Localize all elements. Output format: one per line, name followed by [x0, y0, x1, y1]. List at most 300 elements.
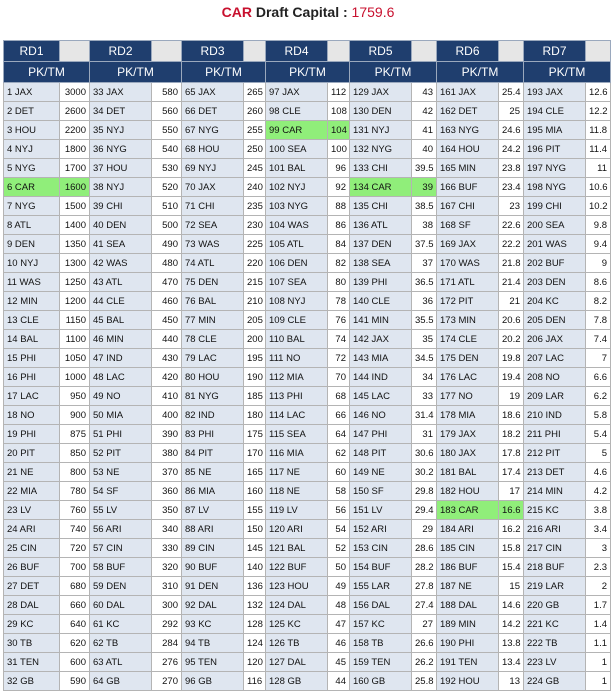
- table-row: [4, 216, 611, 235]
- value-cell: 19.8: [499, 349, 524, 368]
- pick-cell: 101 BAL: [266, 159, 328, 178]
- pick-cell: 184 ARI: [437, 520, 499, 539]
- value-cell: 190: [244, 368, 266, 387]
- value-cell: 560: [152, 102, 182, 121]
- value-cell: 200: [244, 330, 266, 349]
- pick-cell: 82 IND: [182, 406, 244, 425]
- value-cell: 31.4: [412, 406, 437, 425]
- pick-cell: 88 ARI: [182, 520, 244, 539]
- value-cell: 30.2: [412, 463, 437, 482]
- pick-cell: 81 NYG: [182, 387, 244, 406]
- table-row: [4, 330, 611, 349]
- value-cell: 19.4: [499, 368, 524, 387]
- pick-cell: 12 MIN: [4, 292, 60, 311]
- value-cell: 17: [499, 482, 524, 501]
- value-cell: 250: [244, 140, 266, 159]
- value-cell: 12.6: [586, 83, 611, 102]
- pick-cell: 182 HOU: [437, 482, 499, 501]
- value-cell: 215: [244, 273, 266, 292]
- table-row: [4, 235, 611, 254]
- value-cell: 108: [328, 102, 350, 121]
- value-cell: 34.5: [412, 349, 437, 368]
- value-cell: 170: [244, 444, 266, 463]
- value-cell: 760: [60, 501, 90, 520]
- pick-cell: 43 ATL: [90, 273, 152, 292]
- value-cell: 5.8: [586, 406, 611, 425]
- value-cell: 13.8: [499, 634, 524, 653]
- pick-cell: 26 BUF: [4, 558, 60, 577]
- pick-team-header: PK/TM: [266, 62, 350, 83]
- value-cell: 240: [244, 178, 266, 197]
- pick-cell: 160 GB: [350, 672, 412, 691]
- value-cell: 29.8: [412, 482, 437, 501]
- value-cell: 13: [499, 672, 524, 691]
- round-header: RD5: [350, 41, 412, 62]
- value-cell: 1250: [60, 273, 90, 292]
- pick-cell: 205 DEN: [524, 311, 586, 330]
- pick-cell: 158 TB: [350, 634, 412, 653]
- value-cell: 7.4: [586, 330, 611, 349]
- value-cell: 14.6: [499, 596, 524, 615]
- pick-cell: 209 LAR: [524, 387, 586, 406]
- pick-cell: 172 PIT: [437, 292, 499, 311]
- value-cell: 31: [412, 425, 437, 444]
- pick-cell: 164 HOU: [437, 140, 499, 159]
- table-row: [4, 425, 611, 444]
- pick-cell: 92 DAL: [182, 596, 244, 615]
- pick-cell: 126 TB: [266, 634, 328, 653]
- pick-cell: 56 ARI: [90, 520, 152, 539]
- value-cell: 330: [152, 539, 182, 558]
- value-cell: 60: [328, 463, 350, 482]
- value-cell: 210: [244, 292, 266, 311]
- pick-cell: 25 CIN: [4, 539, 60, 558]
- pick-cell: 114 LAC: [266, 406, 328, 425]
- pick-cell: 32 GB: [4, 672, 60, 691]
- value-cell: 22.6: [499, 216, 524, 235]
- pick-cell: 141 MIN: [350, 311, 412, 330]
- pick-cell: 89 CIN: [182, 539, 244, 558]
- pick-cell: 221 KC: [524, 615, 586, 634]
- value-cell: 185: [244, 387, 266, 406]
- pick-cell: 200 SEA: [524, 216, 586, 235]
- pick-cell: 49 NO: [90, 387, 152, 406]
- pick-cell: 156 DAL: [350, 596, 412, 615]
- pick-cell: 153 CIN: [350, 539, 412, 558]
- pick-cell: 176 LAC: [437, 368, 499, 387]
- value-cell: 580: [152, 83, 182, 102]
- value-cell: 360: [152, 482, 182, 501]
- value-cell: 550: [152, 121, 182, 140]
- pick-cell: 187 NE: [437, 577, 499, 596]
- value-cell: 58: [328, 482, 350, 501]
- value-cell: 160: [244, 482, 266, 501]
- pick-cell: 20 PIT: [4, 444, 60, 463]
- pick-cell: 29 KC: [4, 615, 60, 634]
- table-row: [4, 520, 611, 539]
- value-cell: 3.4: [586, 520, 611, 539]
- pick-cell: 30 TB: [4, 634, 60, 653]
- value-cell: 1000: [60, 368, 90, 387]
- pick-cell: 71 CHI: [182, 197, 244, 216]
- pick-cell: 41 SEA: [90, 235, 152, 254]
- pick-cell: 14 BAL: [4, 330, 60, 349]
- value-cell: 18.2: [499, 425, 524, 444]
- value-cell: 15: [499, 577, 524, 596]
- pick-cell: 76 BAL: [182, 292, 244, 311]
- pick-cell: 87 LV: [182, 501, 244, 520]
- table-row: [4, 387, 611, 406]
- value-cell: 62: [328, 444, 350, 463]
- pick-cell: 83 PHI: [182, 425, 244, 444]
- value-cell: 17.4: [499, 463, 524, 482]
- value-cell: 29.4: [412, 501, 437, 520]
- pick-cell: 186 BUF: [437, 558, 499, 577]
- value-cell: 284: [152, 634, 182, 653]
- value-cell: 36: [412, 292, 437, 311]
- value-cell: 12.2: [586, 102, 611, 121]
- value-cell: 850: [60, 444, 90, 463]
- table-row: [4, 254, 611, 273]
- pick-cell: 222 TB: [524, 634, 586, 653]
- value-cell: 21.4: [499, 273, 524, 292]
- pick-cell: 19 PHI: [4, 425, 60, 444]
- pick-cell: 68 HOU: [182, 140, 244, 159]
- value-cell: 800: [60, 463, 90, 482]
- value-cell: 21.8: [499, 254, 524, 273]
- value-cell: 66: [328, 406, 350, 425]
- value-cell: 165: [244, 463, 266, 482]
- pick-cell: 120 ARI: [266, 520, 328, 539]
- pick-cell: 51 PHI: [90, 425, 152, 444]
- value-cell: 320: [152, 558, 182, 577]
- pick-cell: 37 HOU: [90, 159, 152, 178]
- pick-cell: 42 WAS: [90, 254, 152, 273]
- table-row: [4, 197, 611, 216]
- pick-cell: 139 PHI: [350, 273, 412, 292]
- value-cell: 74: [328, 330, 350, 349]
- pick-cell: 121 BAL: [266, 539, 328, 558]
- pick-cell: 109 CLE: [266, 311, 328, 330]
- value-cell: 15.8: [499, 539, 524, 558]
- value-cell: 76: [328, 311, 350, 330]
- value-cell: 7: [586, 349, 611, 368]
- value-cell: 470: [152, 273, 182, 292]
- value-cell: 27.4: [412, 596, 437, 615]
- pick-cell: 169 JAX: [437, 235, 499, 254]
- table-row: [4, 178, 611, 197]
- value-cell: 1: [586, 653, 611, 672]
- pick-cell: 98 CLE: [266, 102, 328, 121]
- value-cell: 22.2: [499, 235, 524, 254]
- value-cell: 225: [244, 235, 266, 254]
- table-row: [4, 596, 611, 615]
- pick-cell: 21 NE: [4, 463, 60, 482]
- pick-cell: 180 JAX: [437, 444, 499, 463]
- value-cell: 400: [152, 406, 182, 425]
- value-cell: 37.5: [412, 235, 437, 254]
- title-label: Draft Capital :: [255, 4, 348, 20]
- value-cell: 235: [244, 197, 266, 216]
- pick-team-header: PK/TM: [182, 62, 266, 83]
- pick-cell: 149 NE: [350, 463, 412, 482]
- value-cell: 40: [412, 140, 437, 159]
- pick-cell: 100 SEA: [266, 140, 328, 159]
- pick-cell: 181 BAL: [437, 463, 499, 482]
- pick-cell: 60 DAL: [90, 596, 152, 615]
- value-cell: 140: [244, 558, 266, 577]
- value-cell: 42: [412, 102, 437, 121]
- value-cell: 590: [60, 672, 90, 691]
- value-cell: 20.2: [499, 330, 524, 349]
- pick-cell: 195 MIA: [524, 121, 586, 140]
- value-cell: 38: [412, 216, 437, 235]
- value-cell: 370: [152, 463, 182, 482]
- table-row: [4, 501, 611, 520]
- value-cell: 180: [244, 406, 266, 425]
- value-cell: 1200: [60, 292, 90, 311]
- pick-cell: 16 PHI: [4, 368, 60, 387]
- value-cell: 27.8: [412, 577, 437, 596]
- value-cell: 48: [328, 596, 350, 615]
- pick-cell: 223 LV: [524, 653, 586, 672]
- pick-cell: 198 NYG: [524, 178, 586, 197]
- table-row: [4, 577, 611, 596]
- value-cell: 44: [328, 672, 350, 691]
- pick-cell: 167 CHI: [437, 197, 499, 216]
- round-header-spacer: [499, 41, 524, 62]
- value-cell: 43: [412, 83, 437, 102]
- value-cell: 23.8: [499, 159, 524, 178]
- pick-team-header: PK/TM: [437, 62, 524, 83]
- value-cell: 9.4: [586, 235, 611, 254]
- pick-cell: 35 NYJ: [90, 121, 152, 140]
- pick-cell: 119 LV: [266, 501, 328, 520]
- pick-cell: 50 MIA: [90, 406, 152, 425]
- pick-team-header: PK/TM: [524, 62, 611, 83]
- pick-cell: 105 ATL: [266, 235, 328, 254]
- pick-cell: 106 DEN: [266, 254, 328, 273]
- pick-cell: 219 LAR: [524, 577, 586, 596]
- table-row: [4, 159, 611, 178]
- pick-cell: 177 NO: [437, 387, 499, 406]
- pick-cell: 218 BUF: [524, 558, 586, 577]
- pick-cell: 165 MIN: [437, 159, 499, 178]
- value-cell: 88: [328, 197, 350, 216]
- pick-cell: 117 NE: [266, 463, 328, 482]
- value-cell: 150: [244, 520, 266, 539]
- pick-cell: 13 CLE: [4, 311, 60, 330]
- value-cell: 1050: [60, 349, 90, 368]
- pick-cell: 175 DEN: [437, 349, 499, 368]
- pick-cell: 170 WAS: [437, 254, 499, 273]
- value-cell: 1150: [60, 311, 90, 330]
- value-cell: 9: [586, 254, 611, 273]
- value-cell: 265: [244, 83, 266, 102]
- value-cell: 80: [328, 273, 350, 292]
- pick-cell: 57 CIN: [90, 539, 152, 558]
- pick-cell: 47 IND: [90, 349, 152, 368]
- value-cell: 8.2: [586, 292, 611, 311]
- value-cell: 440: [152, 330, 182, 349]
- table-row: [4, 349, 611, 368]
- title-team: CAR: [221, 4, 252, 20]
- pick-cell: 48 LAC: [90, 368, 152, 387]
- pick-cell: 207 LAC: [524, 349, 586, 368]
- value-cell: 145: [244, 539, 266, 558]
- pick-cell: 162 DET: [437, 102, 499, 121]
- pick-cell: 144 IND: [350, 368, 412, 387]
- pick-cell: 69 NYJ: [182, 159, 244, 178]
- value-cell: 20.6: [499, 311, 524, 330]
- pick-cell: 147 PHI: [350, 425, 412, 444]
- table-row: [4, 311, 611, 330]
- value-cell: 124: [244, 634, 266, 653]
- round-header: RD3: [182, 41, 244, 62]
- pick-cell: 22 MIA: [4, 482, 60, 501]
- pick-cell: 84 PIT: [182, 444, 244, 463]
- value-cell: 136: [244, 577, 266, 596]
- pick-cell: 213 DET: [524, 463, 586, 482]
- pick-cell: 46 MIN: [90, 330, 152, 349]
- pick-cell: 210 IND: [524, 406, 586, 425]
- value-cell: 1350: [60, 235, 90, 254]
- pick-cell: 145 LAC: [350, 387, 412, 406]
- value-cell: 900: [60, 406, 90, 425]
- value-cell: 950: [60, 387, 90, 406]
- pick-cell: 75 DEN: [182, 273, 244, 292]
- value-cell: 640: [60, 615, 90, 634]
- pick-cell: 140 CLE: [350, 292, 412, 311]
- value-cell: 310: [152, 577, 182, 596]
- pick-cell: 94 TB: [182, 634, 244, 653]
- value-cell: 380: [152, 444, 182, 463]
- value-cell: 600: [60, 653, 90, 672]
- value-cell: 116: [244, 672, 266, 691]
- pick-cell: 179 JAX: [437, 425, 499, 444]
- pick-cell: 1 JAX: [4, 83, 60, 102]
- pick-cell: 44 CLE: [90, 292, 152, 311]
- value-cell: 13.4: [499, 653, 524, 672]
- pick-cell: 132 NYG: [350, 140, 412, 159]
- pick-cell: 155 LAR: [350, 577, 412, 596]
- pick-cell: 38 NYJ: [90, 178, 152, 197]
- value-cell: 27: [412, 615, 437, 634]
- round-header: RD7: [524, 41, 586, 62]
- value-cell: 84: [328, 235, 350, 254]
- value-cell: 49: [328, 577, 350, 596]
- pick-cell: 197 NYG: [524, 159, 586, 178]
- pick-cell: 4 NYJ: [4, 140, 60, 159]
- pick-cell: 91 DEN: [182, 577, 244, 596]
- round-header-spacer: [244, 41, 266, 62]
- pick-cell: 103 NYG: [266, 197, 328, 216]
- value-cell: 350: [152, 501, 182, 520]
- value-cell: 25.4: [499, 83, 524, 102]
- pick-cell: 146 NO: [350, 406, 412, 425]
- value-cell: 35: [412, 330, 437, 349]
- pick-cell: 116 MIA: [266, 444, 328, 463]
- pick-cell: 203 DEN: [524, 273, 586, 292]
- value-cell: 50: [328, 558, 350, 577]
- value-cell: 410: [152, 387, 182, 406]
- value-cell: 2600: [60, 102, 90, 121]
- pick-cell: 5 NYG: [4, 159, 60, 178]
- value-cell: 45: [328, 653, 350, 672]
- pick-cell: 188 DAL: [437, 596, 499, 615]
- value-cell: 16.2: [499, 520, 524, 539]
- pick-cell: 7 NYG: [4, 197, 60, 216]
- value-cell: 5: [586, 444, 611, 463]
- value-cell: 205: [244, 311, 266, 330]
- round-header: RD4: [266, 41, 328, 62]
- value-cell: 3.8: [586, 501, 611, 520]
- value-cell: 132: [244, 596, 266, 615]
- pick-cell: 93 KC: [182, 615, 244, 634]
- value-cell: 24.2: [499, 140, 524, 159]
- pick-cell: 208 NO: [524, 368, 586, 387]
- value-cell: 220: [244, 254, 266, 273]
- pick-cell: 204 KC: [524, 292, 586, 311]
- table-row: [4, 615, 611, 634]
- pick-cell: 90 BUF: [182, 558, 244, 577]
- value-cell: 3: [586, 539, 611, 558]
- round-header-spacer: [412, 41, 437, 62]
- value-cell: 24.6: [499, 121, 524, 140]
- value-cell: 300: [152, 596, 182, 615]
- table-row: [4, 102, 611, 121]
- pick-cell: 174 CLE: [437, 330, 499, 349]
- pick-cell: 58 BUF: [90, 558, 152, 577]
- value-cell: 29: [412, 520, 437, 539]
- value-cell: 52: [328, 539, 350, 558]
- table-row: [4, 292, 611, 311]
- value-cell: 1.7: [586, 596, 611, 615]
- pick-cell: 102 NYJ: [266, 178, 328, 197]
- pick-cell: 2 DET: [4, 102, 60, 121]
- value-cell: 10.6: [586, 178, 611, 197]
- pick-cell: 45 BAL: [90, 311, 152, 330]
- value-cell: 86: [328, 216, 350, 235]
- value-cell: 2200: [60, 121, 90, 140]
- pick-cell: 151 LV: [350, 501, 412, 520]
- pick-cell: 112 MIA: [266, 368, 328, 387]
- table-row: [4, 444, 611, 463]
- table-row: [4, 121, 611, 140]
- value-cell: 540: [152, 140, 182, 159]
- value-cell: 41: [412, 121, 437, 140]
- value-cell: 1400: [60, 216, 90, 235]
- value-cell: 340: [152, 520, 182, 539]
- pick-cell: 131 NYJ: [350, 121, 412, 140]
- pick-cell: 185 CIN: [437, 539, 499, 558]
- table-row: [4, 672, 611, 691]
- value-cell: 740: [60, 520, 90, 539]
- round-header-spacer: [328, 41, 350, 62]
- value-cell: 9.8: [586, 216, 611, 235]
- value-cell: 36.5: [412, 273, 437, 292]
- pick-team-header: PK/TM: [350, 62, 437, 83]
- value-cell: 56: [328, 501, 350, 520]
- table-row: [4, 83, 611, 102]
- car-pick-cell: 6 CAR: [4, 178, 60, 197]
- value-cell: 128: [244, 615, 266, 634]
- round-header-spacer: [586, 41, 611, 62]
- pick-cell: 136 ATL: [350, 216, 412, 235]
- pick-cell: 173 MIN: [437, 311, 499, 330]
- pick-cell: 163 NYG: [437, 121, 499, 140]
- pick-cell: 196 PIT: [524, 140, 586, 159]
